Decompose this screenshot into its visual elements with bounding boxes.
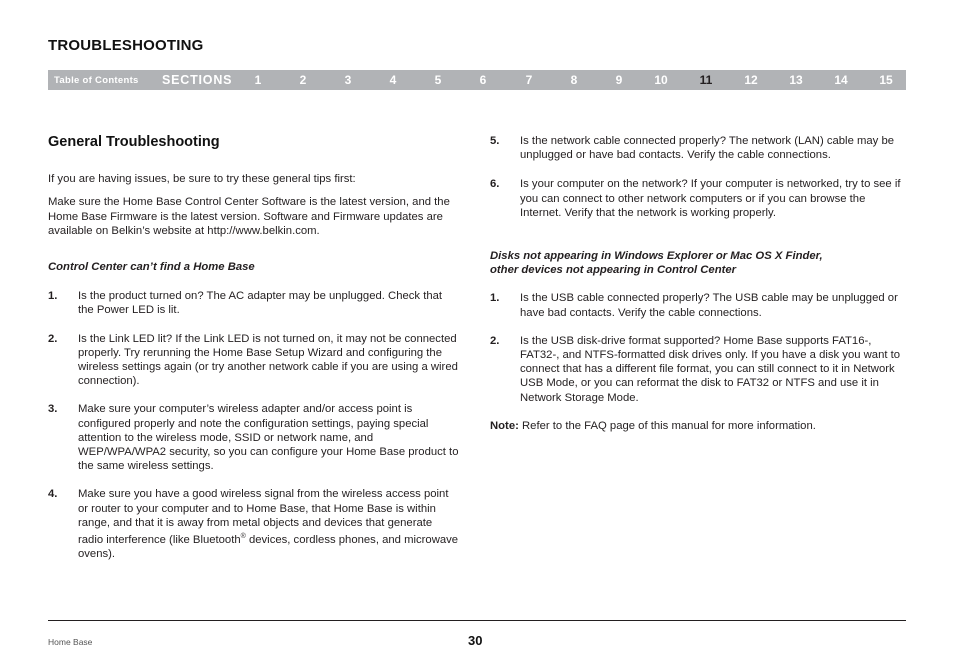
list-item-text: Make sure you have a good wireless signal from the wireless access point or router to your computer and to Home Base, that Home Base is within range, and that it is away from metal objects and devices that generate radio interference (like Bluetooth (78, 488, 449, 546)
list-item-number: 5. (490, 135, 500, 147)
intro-text: If you are having issues, be sure to try these general tips first: (48, 173, 356, 186)
general-troubleshooting-heading: General Troubleshooting (48, 134, 220, 150)
left-column (48, 134, 460, 561)
section-link-14[interactable]: 14 (834, 73, 848, 87)
section-link-2[interactable]: 2 (299, 73, 307, 87)
page-number: 30 (468, 633, 483, 648)
list-item-text: Is the Link LED lit? If the Link LED is not turned on, it may not be connected properly. Try rerunning the Home Base Setup Wizard and configuring the wireless settings again (or try another network cable if you are using a wired connection). (78, 332, 458, 388)
list-item (490, 334, 902, 405)
table-of-contents-link[interactable]: Table of Contents (54, 75, 139, 86)
list-item-text: Is the network cable connected properly? The network (LAN) cable may be unplugged or have bad contacts. Verify the cable connections. (520, 135, 895, 162)
right-column (490, 134, 902, 433)
list-item-number: 2. (490, 334, 500, 347)
section-link-8[interactable]: 8 (570, 73, 578, 87)
list-item-number: 6. (490, 178, 500, 191)
footer-product-name: Home Base (48, 637, 93, 647)
list-item (48, 332, 460, 389)
page-section-title: TROUBLESHOOTING (48, 37, 204, 54)
list-item-text-continued: devices, cordless phones, and microwave ovens). (78, 533, 459, 561)
sections-label: SECTIONS (162, 73, 233, 87)
list-item (48, 289, 460, 317)
list-item-number: 3. (48, 403, 58, 416)
registered-mark: ® (240, 533, 246, 541)
list-item (48, 402, 460, 473)
list-item-text: Is the USB cable connected properly? The USB cable may be unplugged or have bad contacts. Verify the cable connections. (520, 292, 898, 319)
list-item-number: 1. (490, 292, 500, 305)
section-link-3[interactable]: 3 (344, 73, 352, 87)
section-link-1[interactable]: 1 (254, 73, 262, 87)
disks-subheading-line-2: other devices not appearing in Control Center (490, 264, 737, 277)
disks-subheading-line-1: Disks not appearing in Windows Explorer or Mac OS X Finder, (490, 250, 823, 263)
section-link-5[interactable]: 5 (434, 73, 442, 87)
section-nav-bar (48, 70, 906, 90)
note-label: Note: (490, 419, 519, 432)
list-item-text: Make sure your computer’s wireless adapter and/or access point is configured properly and note the configuration settings, paying special attention to the wireless mode, SSID or network name, and WEP/WPA/WPA2 security, so you can configure your Home Base product to the same wireless settings. (78, 403, 459, 473)
list-item-text: Is the USB disk-drive format supported? Home Base supports FAT16-, FAT32-, and NTFS-formatted disk drives only. If you have a disk you want to connect that has a different file format, you can still connect to it in Network USB Mode, or you can reformat the disk to FAT32 or NTFS and use it in Network Storage Mode. (520, 334, 901, 404)
section-link-13[interactable]: 13 (789, 73, 803, 87)
note-paragraph (490, 419, 902, 433)
list-item-text: Is the product turned on? The AC adapter may be unplugged. Check that the Power LED is lit. (78, 290, 443, 317)
list-item (490, 291, 902, 319)
list-item (490, 134, 902, 162)
section-link-12[interactable]: 12 (744, 73, 758, 87)
list-item-number: 1. (48, 290, 58, 303)
section-link-7[interactable]: 7 (525, 73, 533, 87)
list-item (490, 177, 902, 220)
list-item-number: 4. (48, 488, 58, 501)
section-link-10[interactable]: 10 (654, 73, 668, 87)
section-link-4[interactable]: 4 (389, 73, 397, 87)
section-link-6[interactable]: 6 (479, 73, 487, 87)
list-item-text: Is your computer on the network? If your computer is networked, try to see if you can connect to other network computers or if you can browse the Internet. Verify that the network is working properly. (520, 178, 901, 219)
update-paragraph: Make sure the Home Base Control Center Software is the latest version, and the Home Base Firmware is the latest version. Software and Firmware updates are available on Belkin’s website at http://www.belkin.com. (48, 196, 450, 237)
control-center-subheading: Control Center can’t find a Home Base (48, 261, 255, 274)
note-text: Refer to the FAQ page of this manual for more information. (518, 419, 816, 432)
section-link-15[interactable]: 15 (879, 73, 893, 87)
list-item (48, 487, 460, 561)
section-link-9[interactable]: 9 (615, 73, 623, 87)
list-item-number: 2. (48, 332, 58, 345)
footer-divider (48, 620, 906, 621)
section-link-11-current[interactable]: 11 (699, 73, 713, 87)
